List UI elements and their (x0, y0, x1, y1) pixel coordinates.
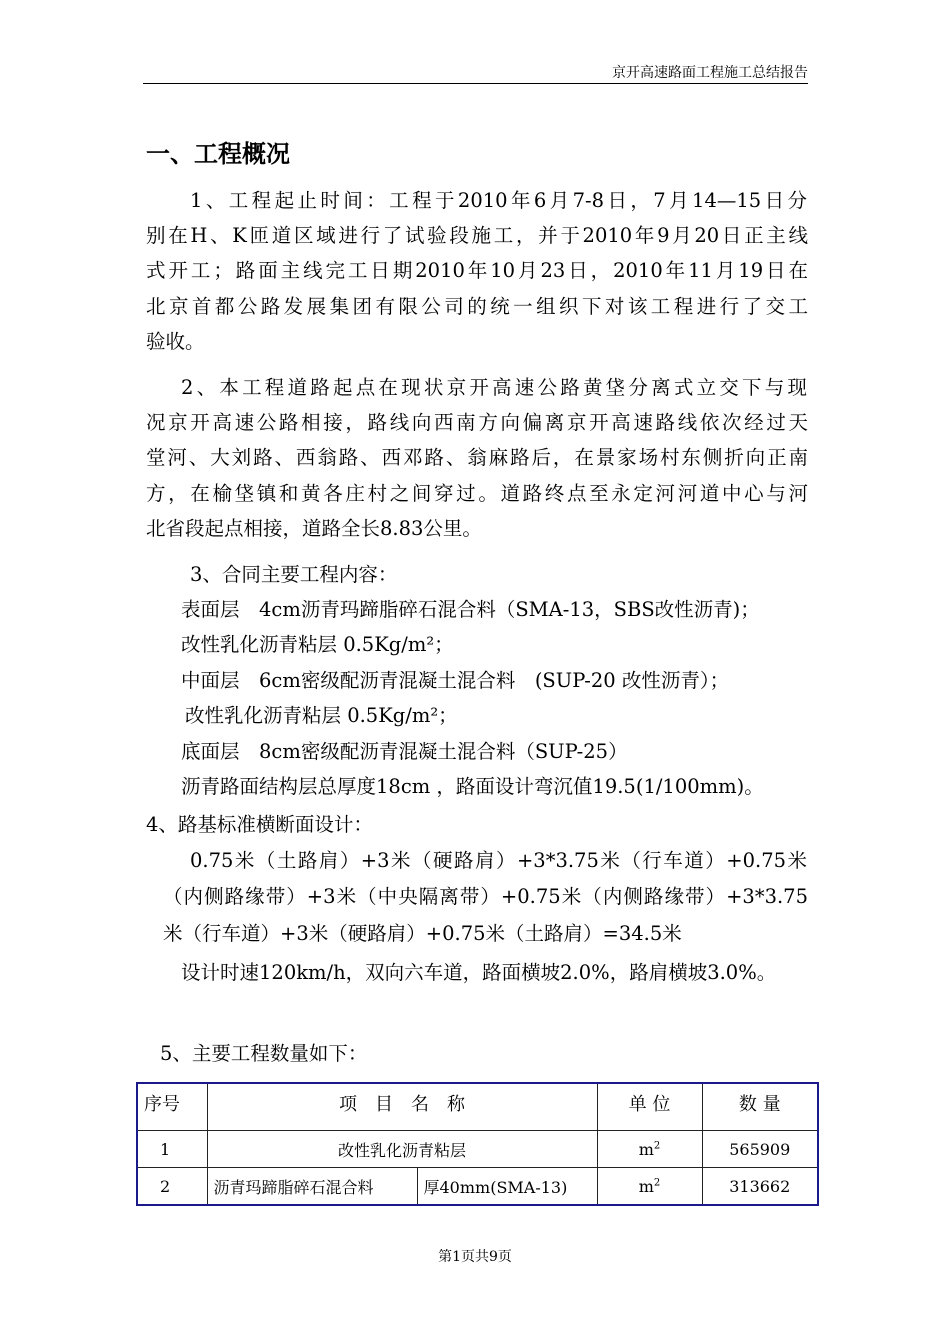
paragraph-5-heading: 5、主要工程数量如下： (160, 1042, 368, 1065)
cell-item: 改性乳化沥青粘层 (207, 1131, 597, 1168)
cell-detail: 厚40mm(SMA-13) (417, 1168, 597, 1206)
cross-section-line: 米（行车道）+3米（硬路肩）+0.75米（土路肩）=34.5米 (163, 922, 682, 945)
cell-no: 1 (137, 1131, 207, 1168)
header-unit: 单 位 (597, 1083, 702, 1131)
paragraph-1-line: 1、工程起止时间：工程于2010年6月7-8日，7月14—15日分 (190, 189, 807, 212)
paragraph-1-line: 验收。 (146, 330, 205, 353)
cell-unit: $m^2$ (597, 1168, 702, 1206)
cell-item: 沥青玛蹄脂碎石混合料 (207, 1168, 417, 1206)
paragraph-2-line: 2、本工程道路起点在现状京开高速公路黄垡分离式立交下与现 (181, 376, 807, 399)
table-row (137, 1131, 818, 1168)
table-row (137, 1168, 818, 1206)
paragraph-2-line: 堂河、大刘路、西翁路、西邓路、翁麻路后，在景家场村东侧折向正南 (146, 446, 808, 469)
content-line-tack-coat: 改性乳化沥青粘层 0.5Kg/m²； (185, 704, 458, 727)
content-line-tack-coat: 改性乳化沥青粘层 0.5Kg/m²； (181, 633, 454, 656)
page-number: 第1页共9页 (438, 1249, 512, 1265)
cell-no: 2 (137, 1168, 207, 1206)
paragraph-2-line: 况京开高速公路相接，路线向西南方向偏离京开高速路线依次经过天 (146, 411, 808, 434)
cross-section-line: （内侧路缘带）+3米（中央隔离带）+0.75米（内侧路缘带）+3*3.75 (163, 885, 808, 908)
design-speed-line: 设计时速120km/h，双向六车道，路面横坡2.0%，路肩横坡3.0%。 (181, 961, 777, 984)
paragraph-1-line: 式开工；路面主线完工日期2010年10月23日，2010年11月19日在 (146, 259, 808, 282)
section-title: 一、工程概况 (146, 140, 290, 168)
table-header-row (137, 1083, 818, 1131)
quantity-table (136, 1082, 819, 1206)
cross-section-line: 0.75米（土路肩）+3米（硬路肩）+3*3.75米（行车道）+0.75米 (190, 849, 807, 872)
paragraph-4-heading: 4、路基标准横断面设计： (146, 813, 373, 836)
paragraph-2-line: 北省段起点相接，道路全长8.83公里。 (146, 517, 482, 540)
paragraph-1-line: 北京首都公路发展集团有限公司的统一组织下对该工程进行了交工 (146, 295, 808, 318)
header-qty: 数 量 (702, 1083, 818, 1131)
paragraph-2-line: 方，在榆垡镇和黄各庄村之间穿过。道路终点至永定河河道中心与河 (146, 482, 808, 505)
header-no: 序号 (137, 1083, 207, 1131)
content-line-surface-layer: 表面层 4cm沥青玛蹄脂碎石混合料（SMA-13，SBS改性沥青)； (181, 598, 760, 621)
paragraph-1-line: 别在H、K匝道区域进行了试验段施工，并于2010年9月20日正主线 (146, 224, 808, 247)
running-header: 京开高速路面工程施工总结报告 (612, 65, 808, 81)
content-line-middle-layer: 中面层 6cm密级配沥青混凝土混合料 (SUP-20 改性沥青）； (181, 669, 730, 692)
cell-qty: 313662 (702, 1168, 818, 1206)
paragraph-3-heading: 3、合同主要工程内容： (190, 563, 398, 586)
header-rule (143, 83, 808, 84)
content-line-bottom-layer: 底面层 8cm密级配沥青混凝土混合料（SUP-25） (181, 740, 628, 763)
cell-qty: 565909 (702, 1131, 818, 1168)
header-item: 项 目 名 称 (207, 1083, 597, 1131)
content-line-total-thickness: 沥青路面结构层总厚度18cm ，路面设计弯沉值19.5(1/100mm)。 (181, 775, 764, 798)
cell-unit: $m^2$ (597, 1131, 702, 1168)
